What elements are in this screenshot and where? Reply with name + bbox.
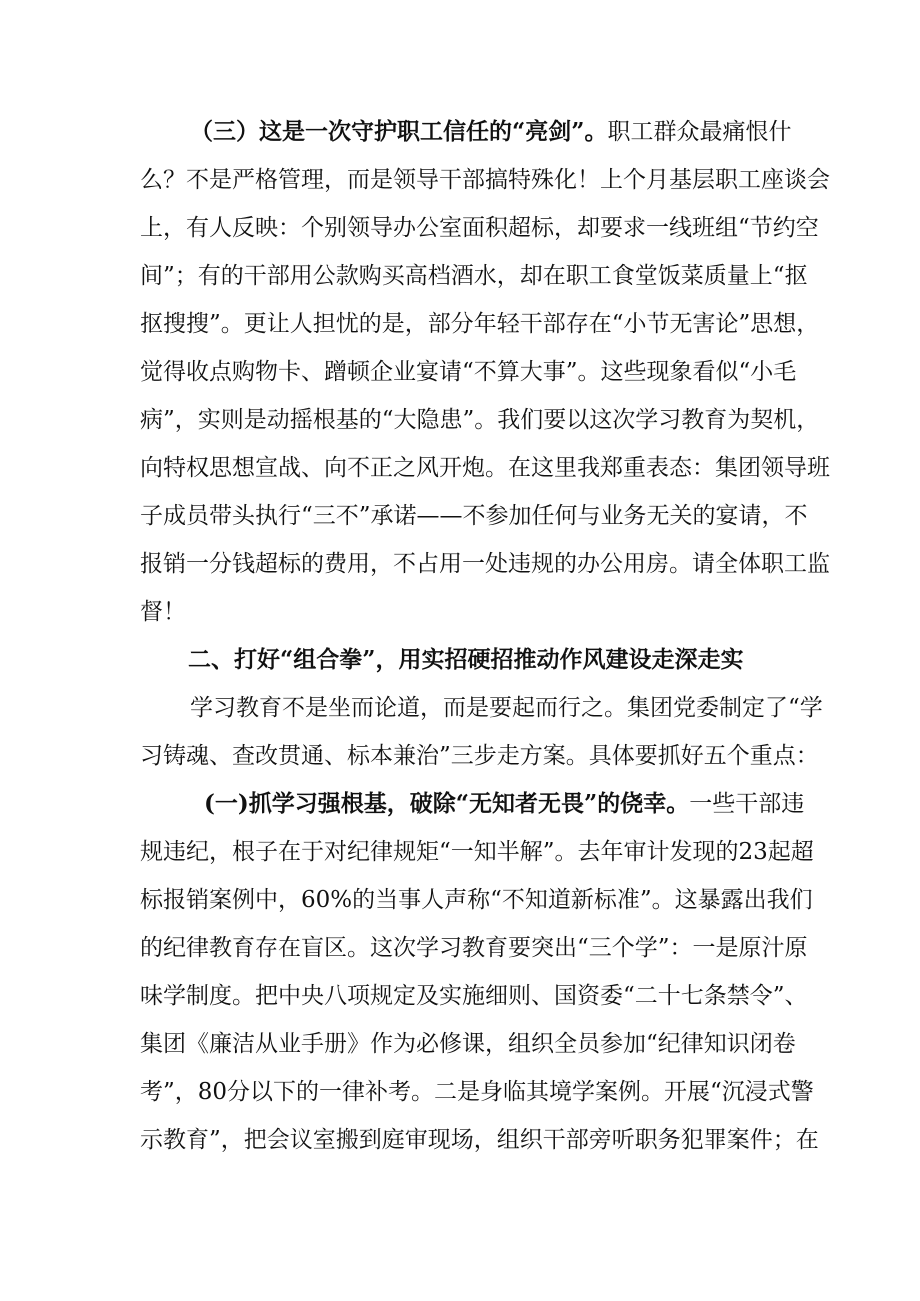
section3-lead: （三）这是一次守护职工信任的“亮剑”。 <box>190 118 608 145</box>
point1-line: 标报销案例中，60%的当事人声称“不知道新标准”。这暴露出我们 <box>140 887 813 913</box>
point1-line: 味学制度。把中央八项规定及实施细则、国资委“二十七条禁令”、 <box>140 983 808 1009</box>
point1-line: 规违纪，根子在于对纪律规矩“一知半解”。去年审计发现的23起超 <box>140 839 814 865</box>
section3-line: 间”；有的干部用公款购买高档酒水，却在职工食堂饭菜质量上“抠 <box>140 263 808 289</box>
point1-line: 的纪律教育存在盲区。这次学习教育要突出“三个学”：一是原汁原 <box>140 935 808 961</box>
part2-intro-line: 习铸魂、查改贯通、标本兼治”三步走方案。具体要抓好五个重点： <box>140 743 819 769</box>
part2-intro-line: 学习教育不是坐而论道，而是要起而行之。集团党委制定了“学 <box>190 695 823 721</box>
section3-line: 病”，实则是动摇根基的“大隐患”。我们要以这次学习教育为契机， <box>140 407 820 433</box>
part2-heading: 二、打好“组合拳”，用实招硬招推动作风建设走深走实 <box>188 646 744 673</box>
point1-lead: (一)抓学习强根基，破除“无知者无畏”的侥幸。 <box>204 790 690 817</box>
point1-line: 示教育”，把会议室搬到庭审现场，组织干部旁听职务犯罪案件；在 <box>140 1127 819 1153</box>
section3-line: 向特权思想宣战、向不正之风开炮。在这里我郑重表态：集团领导班 <box>140 455 830 481</box>
point1-line: 考”，80分以下的一律补考。二是身临其境学案例。开展“沉浸式警 <box>140 1079 814 1105</box>
section3-line: 么？不是严格管理，而是领导干部搞特殊化！上个月基层职工座谈会 <box>140 167 830 193</box>
section3-first-line <box>190 118 792 146</box>
point1-line: 集团《廉洁从业手册》作为必修课，组织全员参加“纪律知识闭卷 <box>140 1031 796 1057</box>
section3-line: 报销一分钱超标的费用，不占用一处违规的办公用房。请全体职工监 <box>140 551 830 577</box>
point1-first-line <box>204 790 805 818</box>
section3-line: 督！ <box>140 599 186 625</box>
section3-line: 觉得收点购物卡、蹭顿企业宴请“不算大事”。这些现象看似“小毛 <box>140 359 797 385</box>
point1-first-line-rest: 一些干部违 <box>689 791 805 817</box>
section3-line: 上，有人反映：个别领导办公室面积超标，却要求一线班组“节约空 <box>140 215 819 241</box>
section3-line: 子成员带头执行“三不”承诺——不参加任何与业务无关的宴请，不 <box>140 503 808 529</box>
section3-first-line-rest: 职工群众最痛恨什 <box>607 119 792 145</box>
section3-line: 抠搜搜”。更让人担忧的是，部分年轻干部存在“小节无害论”思想， <box>140 311 820 337</box>
